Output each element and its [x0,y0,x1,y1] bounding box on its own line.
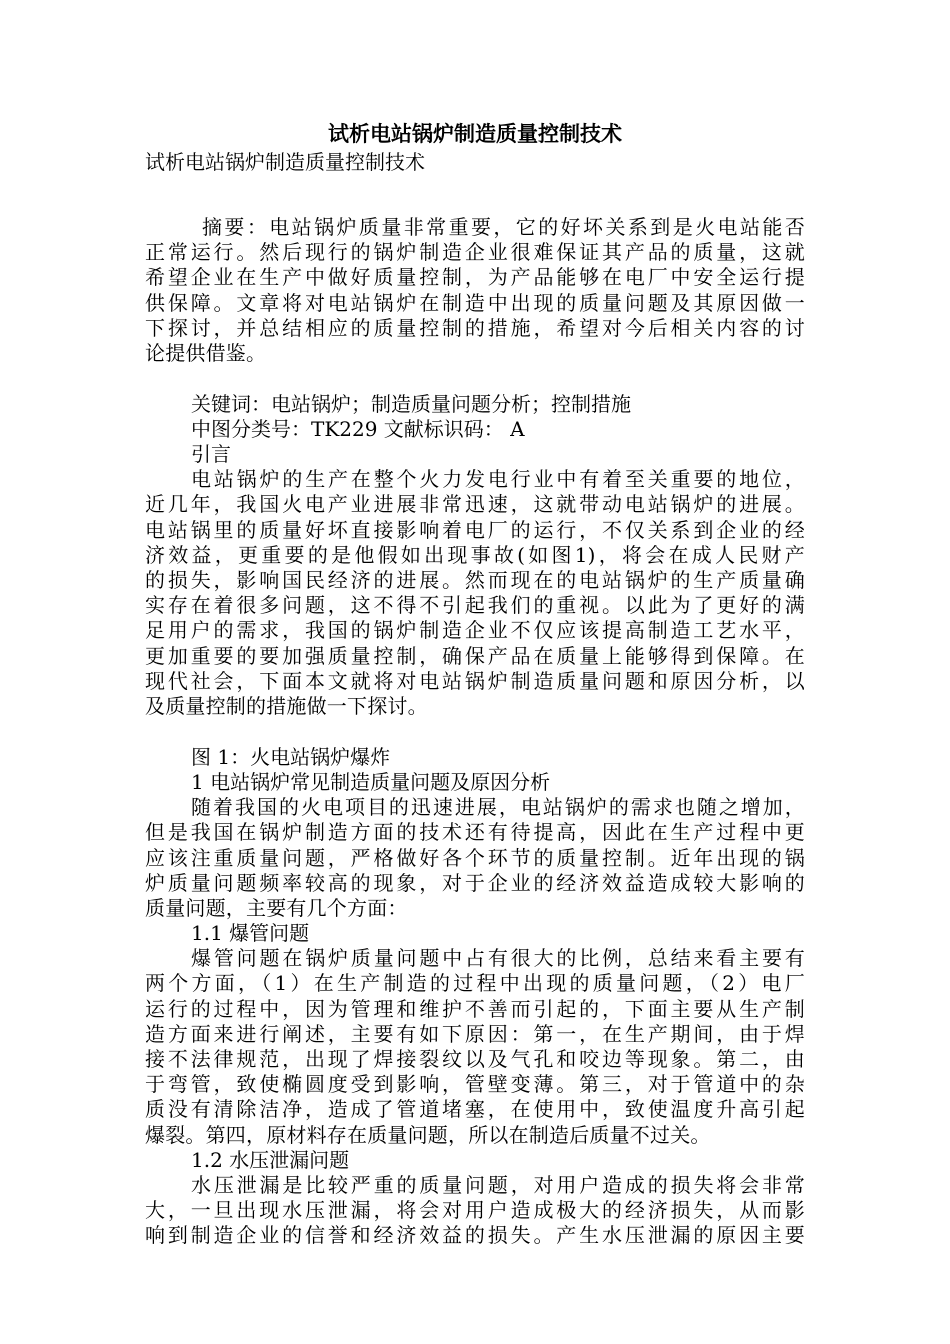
section11-line: 两个方面，（1）在生产制造的过程中出现的质量问题，（2）电厂 [145,971,805,996]
abstract-line: 正常运行。然后现行的锅炉制造企业很难保证其产品的质量，这就 [145,240,805,265]
intro-line: 足用户的需求，我国的锅炉制造企业不仅应该提高制造工艺水平， [145,618,805,643]
intro-line: 的损失，影响国民经济的进展。然而现在的电站锅炉的生产质量确 [145,568,805,593]
spacer [145,366,805,392]
abstract-line: 摘要：电站锅炉质量非常重要，它的好坏关系到是火电站能否 [202,215,805,239]
document-page [145,118,805,1249]
keywords: 关键词：电站锅炉；制造质量问题分析；控制措施 [191,392,631,417]
abstract-line: 论提供借鉴。 [145,341,267,366]
intro-line: 电站锅炉的生产在整个火力发电行业中有着至关重要的地位， [191,467,805,492]
section1-paragraph [145,795,805,921]
section11-line: 质没有清除洁净，造成了管道堵塞，在使用中，致使温度升高引起 [145,1097,805,1122]
section1-line: 随着我国的火电项目的迅速进展，电站锅炉的需求也随之增加， [191,795,805,820]
section1-line: 但是我国在锅炉制造方面的技术还有待提高，因此在生产过程中更 [145,820,805,845]
section11-line: 造方面来进行阐述，主要有如下原因：第一，在生产期间，由于焊 [145,1021,805,1046]
intro-line: 及质量控制的措施做一下探讨。 [145,694,428,719]
intro-line: 更加重要的要加强质量控制，确保产品在质量上能够得到保障。在 [145,643,805,668]
section12-line: 水压泄漏是比较严重的质量问题，对用户造成的损失将会非常 [191,1172,805,1197]
section1-line: 质量问题，主要有几个方面： [145,896,408,921]
abstract-paragraph [145,215,805,366]
abstract-line: 下探讨，并总结相应的质量控制的措施，希望对今后相关内容的讨 [145,315,805,340]
intro-line: 现代社会，下面本文就将对电站锅炉制造质量问题和原因分析，以 [145,668,805,693]
document-subtitle: 试析电站锅炉制造质量控制技术 [145,150,425,174]
intro-paragraph [145,467,805,719]
intro-heading: 引言 [191,442,231,467]
section11-line: 接不法律规范，出现了焊接裂纹以及气孔和咬边等现象。第二，由 [145,1047,805,1072]
section1-line: 炉质量问题频率较高的现象，对于企业的经济效益造成较大影响的 [145,870,805,895]
section1-line: 应该注重质量问题，严格做好各个环节的质量控制。近年出现的锅 [145,845,805,870]
section12-line: 响到制造企业的信誉和经济效益的损失。产生水压泄漏的原因主要 [145,1223,805,1248]
intro-line: 电站锅里的质量好坏直接影响着电厂的运行，不仅关系到企业的经 [145,517,805,542]
intro-line: 近几年，我国火电产业进展非常迅速，这就带动电站锅炉的进展。 [145,492,805,517]
intro-line: 实存在着很多问题，这不得不引起我们的重视。以此为了更好的满 [145,593,805,618]
intro-line: 济效益，更重要的是他假如出现事故(如图1)，将会在成人民财产 [145,542,805,567]
subsection-heading: 1.2 水压泄漏问题 [191,1147,350,1172]
section11-line: 运行的过程中，因为管理和维护不善而引起的，下面主要从生产制 [145,996,805,1021]
document-title: 试析电站锅炉制造质量控制技术 [328,121,622,146]
figure-caption: 图 1：火电站锅炉爆炸 [191,745,391,770]
spacer [145,719,805,745]
section11-line: 爆管问题在锅炉质量问题中占有很大的比例，总结来看主要有 [191,946,805,971]
abstract-line: 希望企业在生产中做好质量控制，为产品能够在电厂中安全运行提 [145,265,805,290]
section12-paragraph [145,1173,805,1249]
section-heading: 1 电站锅炉常见制造质量问题及原因分析 [191,770,551,795]
section11-line: 于弯管，致使椭圆度受到影响，管壁变薄。第三，对于管道中的杂 [145,1072,805,1097]
spacer [145,175,805,215]
section11-line: 爆裂。第四，原材料存在质量问题，所以在制造后质量不过关。 [145,1122,711,1147]
subsection-heading: 1.1 爆管问题 [191,921,310,946]
section12-line: 大，一旦出现水压泄漏，将会对用户造成极大的经济损失，从而影 [145,1198,805,1223]
section11-paragraph [145,946,805,1148]
classification: 中图分类号：TK229 文献标识码： A [191,417,525,442]
abstract-line: 供保障。文章将对电站锅炉在制造中出现的质量问题及其原因做一 [145,290,805,315]
